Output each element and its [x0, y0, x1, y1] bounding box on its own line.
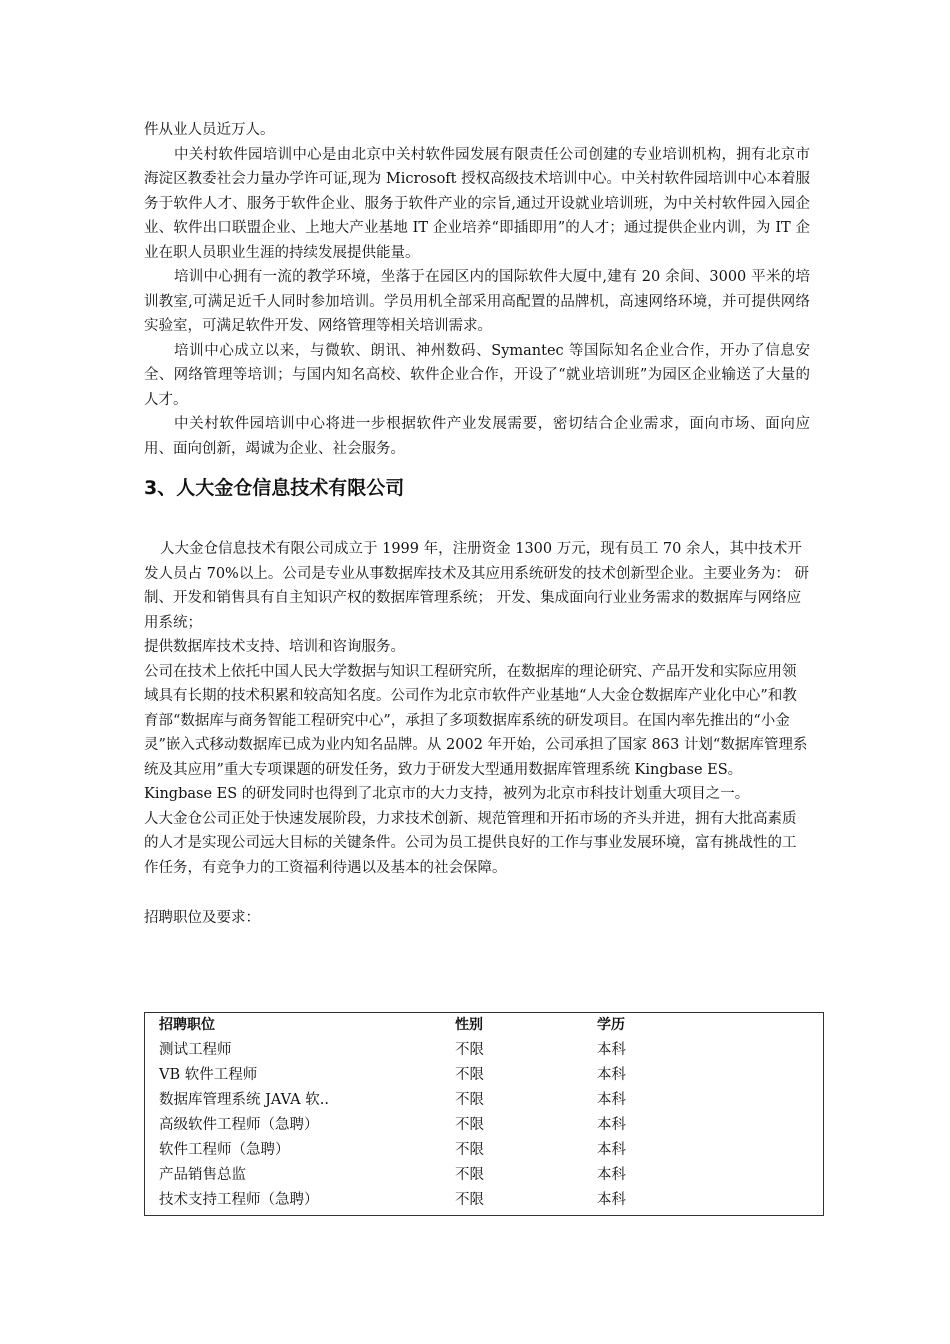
table-row — [145, 1113, 824, 1138]
table-row — [145, 1088, 824, 1113]
jobs-table — [144, 1012, 824, 1216]
cell-gender: 不限 — [455, 1042, 484, 1058]
cell-position: 产品销售总监 — [159, 1167, 246, 1183]
jobs-label: 招聘职位及要求： — [144, 910, 260, 926]
paragraph-training-center-intro: 中关村软件园培训中心是由北京中关村软件园发展有限责任公司创建的专业培训机构，拥有北京市海淀区教委社会力量办学许可证,现为 Microsoft 授权高级技术培训中心。中关村软件园培训中心本着服务于软件人才、服务于软件企业、服务于软件产业的宗旨,通过开设就业培训班，为中关村软件园入园企业、软件出口联盟企业、上地大产业基地 IT 企业培养“即插即用”的人才；通过提供企业内训，为 IT 企业在职人员职业生涯的持续发展提供能量。 — [144, 146, 810, 261]
document-page — [144, 118, 810, 930]
cell-gender: 不限 — [455, 1167, 484, 1183]
cell-position: 技术支持工程师（急聘） — [159, 1192, 319, 1208]
cell-gender: 不限 — [455, 1067, 484, 1083]
table-row — [145, 1188, 824, 1216]
paragraph-kingbase-intro: 人大金仓信息技术有限公司成立于 1999 年，注册资金 1300 万元，现有员工 70 余人，其中技术开发人员占 70%以上。公司是专业从事数据库技术及其应用系统研发的技术创新型企业。主要业务为： 研制、开发和销售具有自主知识产权的数据库管理系统； 开发、集成面向行业业务需求的数据库与网络应用系统； — [144, 541, 809, 631]
header-education: 学历 — [597, 1017, 625, 1033]
table-row — [145, 1063, 824, 1088]
cell-gender: 不限 — [455, 1142, 484, 1158]
paragraph-kingbase-technology: 公司在技术上依托中国人民大学数据与知识工程研究所，在数据库的理论研究、产品开发和实际应用领域具有长期的技术积累和较高知名度。公司作为北京市软件产业基地“人大金仓数据库产业化中心”和教育部“数据库与商务智能工程研究中心”，承担了多项数据库系统的研发项目。在国内率先推出的“小金灵”嵌入式移动数据库已成为业内知名品牌。从 2002 年开始，公司承担了国家 863 计划“数据库管理系统及其应用”重大专项课题的研发任务，致力于研发大型通用数据库管理系统 Kingbase ES。Kingbase ES 的研发同时也得到了北京市的大力支持，被列为北京市科技计划重大项目之一。 — [144, 663, 808, 802]
paragraph-continuation: 件从业人员近万人。 — [144, 122, 275, 138]
cell-education: 本科 — [597, 1167, 626, 1183]
cell-education: 本科 — [597, 1092, 626, 1108]
cell-education: 本科 — [597, 1067, 626, 1083]
paragraph-training-future: 中关村软件园培训中心将进一步根据软件产业发展需要，密切结合企业需求，面向市场、面向应用、面向创新，竭诚为企业、社会服务。 — [144, 416, 810, 457]
cell-position: 数据库管理系统 JAVA 软.. — [159, 1092, 329, 1108]
cell-position: 高级软件工程师（急聘） — [159, 1117, 319, 1133]
cell-position: VB 软件工程师 — [159, 1067, 258, 1083]
cell-education: 本科 — [597, 1142, 626, 1158]
table-row — [145, 1138, 824, 1163]
paragraph-training-environment: 培训中心拥有一流的教学环境，坐落于在园区内的国际软件大厦中,建有 20 余间、3000 平米的培训教室,可满足近千人同时参加培训。学员用机全部采用高配置的品牌机，高速网络环境，并可提供网络实验室，可满足软件开发、网络管理等相关培训需求。 — [144, 269, 810, 334]
table-row — [145, 1163, 824, 1188]
paragraph-kingbase-development: 人大金仓公司正处于快速发展阶段，力求技术创新、规范管理和开拓市场的齐头并进，拥有大批高素质的人才是实现公司远大目标的关键条件。公司为员工提供良好的工作与事业发展环境，富有挑战性的工作任务，有竞争力的工资福利待遇以及基本的社会保障。 — [144, 810, 797, 876]
cell-education: 本科 — [597, 1117, 626, 1133]
paragraph-kingbase-services: 提供数据库技术支持、培训和咨询服务。 — [144, 639, 405, 655]
cell-education: 本科 — [597, 1192, 626, 1208]
cell-gender: 不限 — [455, 1117, 484, 1133]
header-position: 招聘职位 — [159, 1017, 215, 1033]
cell-position: 软件工程师（急聘） — [159, 1142, 290, 1158]
cell-education: 本科 — [597, 1042, 626, 1058]
cell-gender: 不限 — [455, 1192, 484, 1208]
table-header-row — [145, 1013, 824, 1039]
cell-position: 测试工程师 — [159, 1042, 232, 1058]
paragraph-training-partners: 培训中心成立以来，与微软、朗讯、神州数码、Symantec 等国际知名企业合作，开办了信息安全、网络管理等培训；与国内知名高校、软件企业合作，开设了“就业培训班”为园区企业输送了大量的人才。 — [144, 342, 810, 408]
section-heading-kingbase: 3、人大金仓信息技术有限公司 — [144, 477, 405, 499]
cell-gender: 不限 — [455, 1092, 484, 1108]
header-gender: 性别 — [455, 1017, 483, 1033]
table-row — [145, 1038, 824, 1063]
